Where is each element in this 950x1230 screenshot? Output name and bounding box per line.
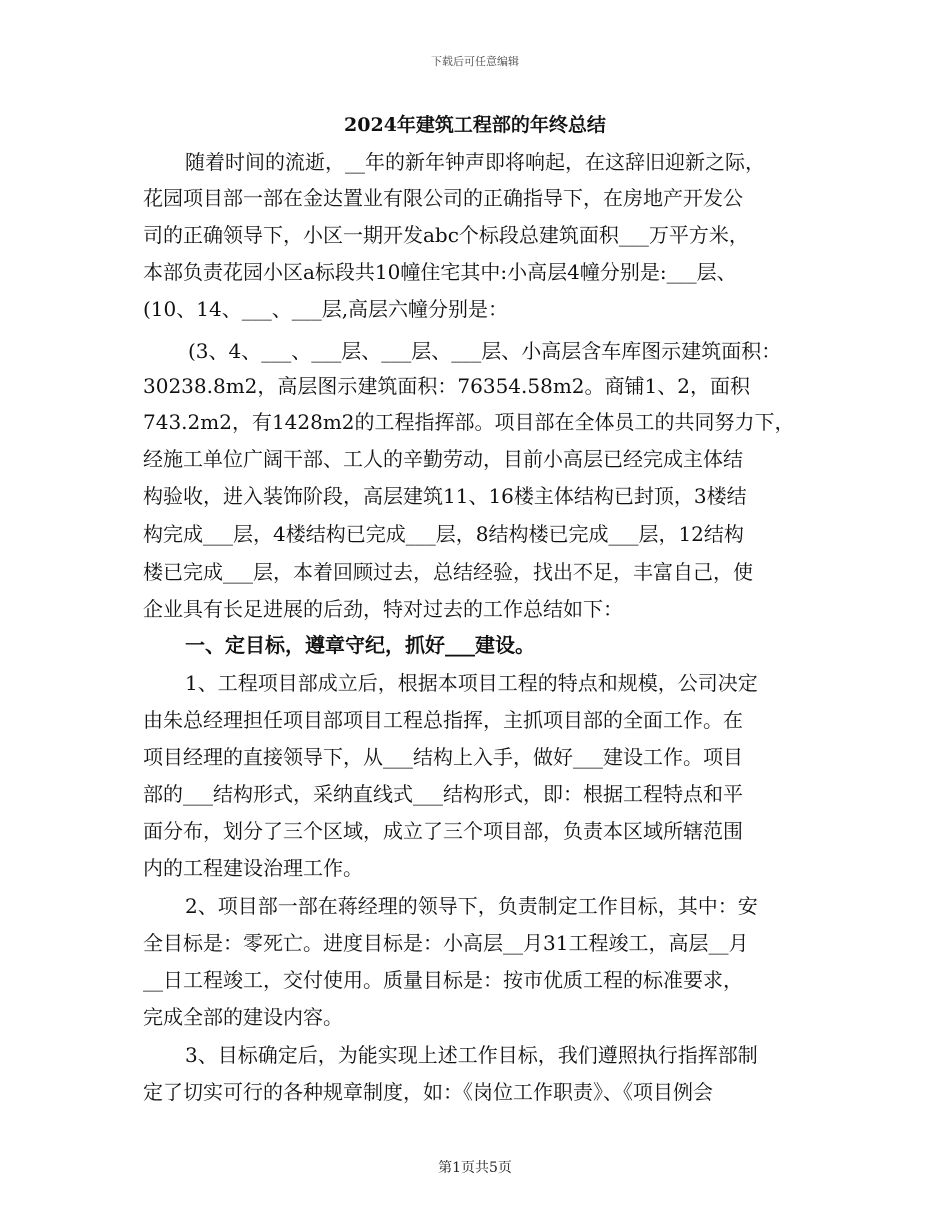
text-line: __日工程竣工，交付使用。质量目标是：按市优质工程的标准要求，	[143, 968, 743, 992]
text-line: 部的___结构形式，采纳直线式___结构形式，即：根据工程特点和平	[143, 782, 743, 806]
section-heading: 一、定目标，遵章守纪，抓好___建设。	[185, 633, 535, 657]
text-line: 项目经理的直接领导下，从___结构上入手，做好___建设工作。项目	[143, 745, 743, 769]
text-line: 面分布，划分了三个区域，成立了三个项目部，负责本区域所辖范围	[143, 819, 743, 843]
text-line: 花园项目部一部在金达置业有限公司的正确指导下，在房地产开发公	[143, 186, 743, 210]
text-line: 完成全部的建设内容。	[143, 1005, 343, 1029]
text-line: 本部负责花园小区a标段共10幢住宅其中:小高层4幢分别是:___层、	[143, 260, 737, 284]
text-line: 经施工单位广阔干部、工人的辛勤劳动，目前小高层已经完成主体结	[143, 447, 743, 471]
text-line: 企业具有长足进展的后劲，特对过去的工作总结如下：	[143, 597, 623, 621]
text-line: (3、4、___、___层、___层、___层、小高层含车库图示建筑面积：	[188, 339, 782, 363]
page-header: 下载后可任意编辑	[431, 55, 519, 68]
text-line: 内的工程建设治理工作。	[143, 856, 363, 880]
text-line: 定了切实可行的各种规章制度，如：《岗位工作职责》、《项目例会	[143, 1080, 713, 1104]
text-line: 构完成___层，4楼结构已完成___层，8结构楼已完成___层，12结构	[143, 522, 744, 546]
text-line: 3、目标确定后，为能实现上述工作目标，我们遵照执行指挥部制	[185, 1043, 758, 1067]
text-line: 1、工程项目部成立后，根据本项目工程的特点和规模，公司决定	[185, 671, 758, 695]
text-line: 构验收，进入装饰阶段，高层建筑11、16楼主体结构已封顶，3楼结	[143, 484, 747, 508]
text-line: 楼已完成___层，本着回顾过去，总结经验，找出不足，丰富自己，使	[143, 560, 753, 584]
text-line: 743.2m2，有1428m2的工程指挥部。项目部在全体员工的共同努力下，	[143, 410, 795, 434]
text-line: 30238.8m2，高层图示建筑面积：76354.58m2。商铺1、2，面积	[143, 374, 750, 398]
text-line: (10、14、___、___层,高层六幢分别是：	[143, 297, 509, 321]
page-footer: 第1页共5页	[438, 1160, 512, 1176]
text-line: 司的正确领导下，小区一期开发abc个标段总建筑面积___万平方米，	[143, 223, 749, 247]
text-line: 由朱总经理担任项目部项目工程总指挥，主抓项目部的全面工作。在	[143, 708, 743, 732]
text-line: 全目标是：零死亡。进度目标是：小高层__月31工程竣工，高层__月	[143, 931, 749, 955]
document-title: 2024年建筑工程部的年终总结	[344, 114, 606, 136]
text-line: 随着时间的流逝，__年的新年钟声即将响起，在这辞旧迎新之际，	[185, 150, 765, 174]
text-line: 2、项目部一部在蒋经理的领导下，负责制定工作目标，其中：安	[185, 894, 758, 918]
